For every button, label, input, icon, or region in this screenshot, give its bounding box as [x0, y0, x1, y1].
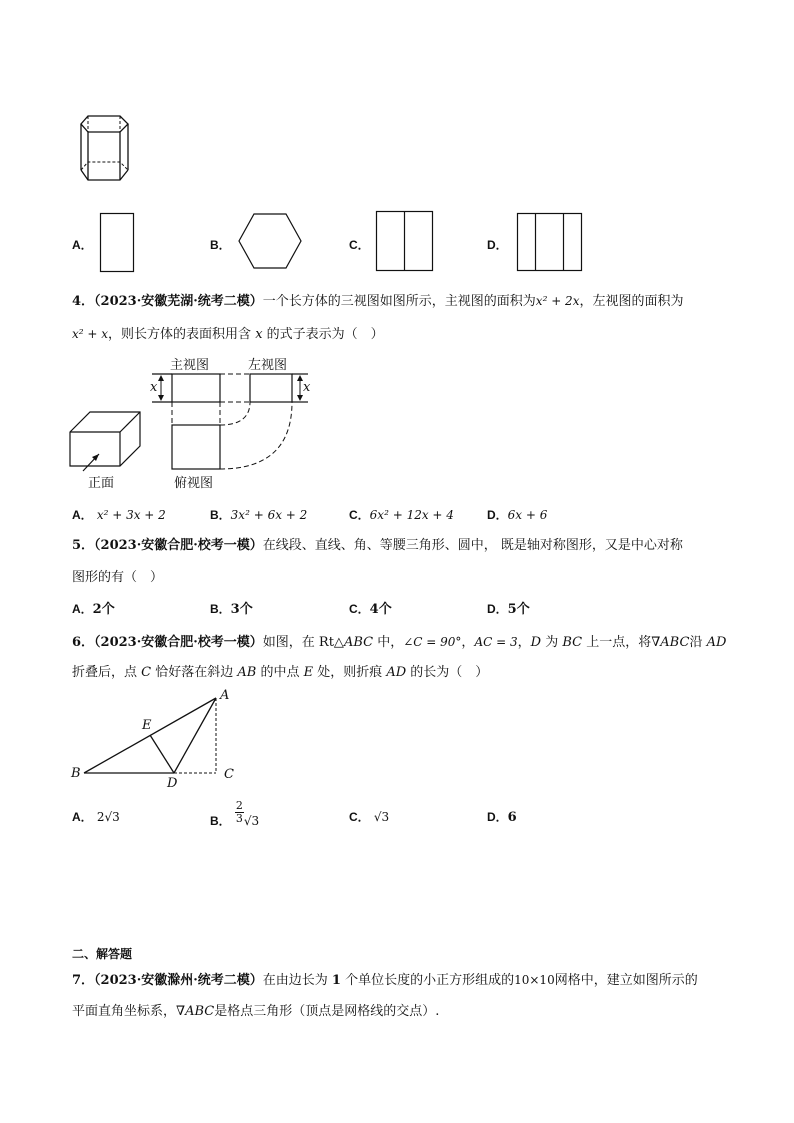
q6-text-1c: ， — [461, 635, 475, 650]
q7-line-2 — [72, 1004, 439, 1020]
q6-text-2a: 折叠后，点 — [72, 665, 142, 680]
q5-option-c — [349, 601, 392, 618]
q3-option-b-hexagon — [238, 213, 304, 271]
q4-option-b-label: B． — [210, 508, 231, 522]
q4-option-d-text: 6x + 6 — [507, 508, 548, 522]
q4-text-1a: 一个长方体的三视图如图所示，主视图的面积为 — [262, 294, 536, 309]
q6-text-1e: 为 — [541, 635, 563, 650]
q5-option-b — [210, 601, 253, 618]
q6-option-d — [487, 809, 517, 826]
q6-ac: AC = 3 — [474, 635, 518, 649]
q6-point-a: A — [220, 688, 230, 703]
q7-vabc: ∇ABC — [176, 1004, 215, 1019]
q4-line-1 — [72, 293, 683, 310]
q4-dimension-x-right: x — [303, 380, 311, 395]
q4-top-view-label: 俯视图 — [174, 476, 214, 491]
q6-option-c-label: C． — [349, 810, 370, 824]
q6-bc: BC — [562, 635, 583, 650]
q4-source: （2023·安徽芜湖·统考二模） — [94, 294, 263, 309]
q6-line-1 — [72, 634, 726, 651]
q6-text-1g: 沿 — [689, 635, 707, 650]
q4-option-d — [487, 507, 547, 524]
q7-text-1c: 网格中，建立如图所示的 — [554, 973, 698, 988]
q5-option-b-label: B． — [210, 602, 231, 616]
q7-line-1 — [72, 972, 698, 989]
q6-point-b: B — [71, 766, 81, 781]
q6-point-c: C — [224, 767, 234, 782]
q6-option-b-text: √3 — [243, 814, 260, 828]
q6-e: E — [303, 665, 314, 680]
q6-option-d-label: D． — [487, 810, 508, 824]
q6-option-b-numerator: 2 — [235, 799, 243, 812]
q4-line-2 — [72, 326, 384, 343]
q6-ad-2: AD — [386, 665, 407, 680]
q6-option-b-denominator: 3 — [235, 812, 243, 825]
q4-option-c-label: C． — [349, 508, 370, 522]
q6-point-d: D — [167, 776, 178, 791]
q4-option-d-label: D． — [487, 508, 508, 522]
q6-d: D — [530, 635, 542, 650]
q5-line-1 — [72, 538, 683, 554]
section-2-title: 二、解答题 — [72, 947, 133, 961]
q4-dimension-x-left: x — [150, 380, 158, 395]
q3-option-a-rectangle — [100, 213, 136, 273]
q6-text-2b: 恰好落在斜边 — [151, 665, 238, 680]
q6-option-c-text: √3 — [373, 810, 390, 824]
q5-source: （2023·安徽合肥·校考一模） — [94, 538, 263, 553]
q7-text-1b: 个单位长度的小正方形组成的 — [340, 973, 515, 988]
q5-number: 5． — [72, 538, 95, 553]
q3-option-d-three-rectangles — [517, 213, 583, 273]
q4-option-a-label: A． — [72, 508, 93, 522]
q3-option-c-label: C． — [349, 238, 370, 252]
q6-point-e: E — [142, 718, 152, 733]
hexagonal-prism-figure — [78, 112, 138, 184]
q6-option-a-label: A． — [72, 810, 93, 824]
q7-text-2b: 是格点三角形（顶点是网格线的交点）. — [214, 1004, 440, 1019]
q5-option-a — [72, 601, 115, 618]
q6-option-a-text: 2√3 — [96, 810, 120, 824]
q4-text-1b: ，左视图的面积为 — [579, 294, 684, 309]
q4-option-c — [349, 507, 454, 524]
q6-option-a — [72, 809, 120, 826]
q6-vabc: ∇ABC — [651, 635, 690, 650]
q5-option-b-text: 3个 — [230, 602, 253, 617]
q7-grid-size: 10×10 — [514, 973, 555, 987]
q6-text-2e: 的长为（ ） — [406, 665, 489, 680]
q6-ad: AD — [706, 635, 727, 650]
q4-left-view-label: 左视图 — [248, 358, 288, 373]
q4-option-b — [210, 507, 307, 524]
q3-option-d-label: D． — [487, 238, 508, 252]
q6-ab: AB — [237, 665, 257, 680]
q5-option-a-label: A． — [72, 602, 93, 616]
q6-c: C — [141, 665, 152, 680]
q5-text-1: 在线段、直线、角、等腰三角形、圆中， 既是轴对称图形，又是中心对称 — [262, 538, 683, 553]
q7-text-2a: 平面直角坐标系， — [72, 1004, 177, 1019]
q4-var-x: x — [255, 327, 263, 342]
q4-expr-front: x² + 2x — [535, 294, 580, 308]
q6-triangle-figure — [70, 690, 250, 790]
q6-line-2 — [72, 665, 488, 681]
q7-text-1a: 在由边长为 — [262, 973, 332, 988]
q5-option-d-label: D． — [487, 602, 508, 616]
q3-option-c-two-rectangles — [376, 211, 434, 273]
q4-option-a — [72, 507, 166, 524]
q7-number: 7． — [72, 973, 95, 988]
q6-option-c — [349, 809, 389, 826]
q4-text-2b: ，则长方体的表面积用含 — [108, 327, 252, 342]
q5-option-d — [487, 601, 530, 618]
q4-front-face-label: 正面 — [88, 476, 115, 491]
q4-option-b-text: 3x² + 6x + 2 — [230, 508, 308, 522]
q4-expr-left: x² + x — [72, 327, 109, 341]
q6-text-2c: 的中点 — [256, 665, 304, 680]
q4-front-view-label: 主视图 — [170, 358, 210, 373]
q7-source: （2023·安徽滁州·统考二模） — [94, 973, 263, 988]
q4-number: 4． — [72, 294, 95, 309]
q5-option-d-text: 5个 — [507, 602, 530, 617]
q6-text-1b: 中， — [373, 635, 404, 650]
q6-option-b-fraction — [235, 800, 244, 825]
q5-line-2: 图形的有（ ） — [72, 570, 164, 585]
q5-option-c-label: C． — [349, 602, 370, 616]
q5-option-a-text: 2个 — [92, 602, 115, 617]
q6-text-1d: ， — [517, 635, 531, 650]
q6-text-2d: 处，则折痕 — [313, 665, 387, 680]
q3-option-b-label: B． — [210, 238, 231, 252]
q6-text-1f: 上一点，将 — [582, 635, 652, 650]
q6-option-b-label: B． — [210, 814, 231, 828]
q6-abc: ABC — [343, 635, 374, 650]
q6-text-1a: 如图，在 Rt△ — [262, 635, 344, 650]
q7-one: 1 — [331, 973, 341, 988]
q6-number: 6． — [72, 635, 95, 650]
q4-option-c-text: 6x² + 12x + 4 — [369, 508, 454, 522]
q3-option-a-label: A． — [72, 238, 93, 252]
q6-angle-c: ∠C = 90° — [403, 635, 462, 649]
q4-text-2c: 的式子表示为（ ） — [266, 327, 384, 342]
q5-option-c-text: 4个 — [369, 602, 392, 617]
q4-option-a-text: x² + 3x + 2 — [96, 508, 166, 522]
q6-option-d-text: 6 — [507, 810, 517, 825]
q6-source: （2023·安徽合肥·校考一模） — [94, 635, 263, 650]
q6-option-b — [210, 799, 260, 828]
